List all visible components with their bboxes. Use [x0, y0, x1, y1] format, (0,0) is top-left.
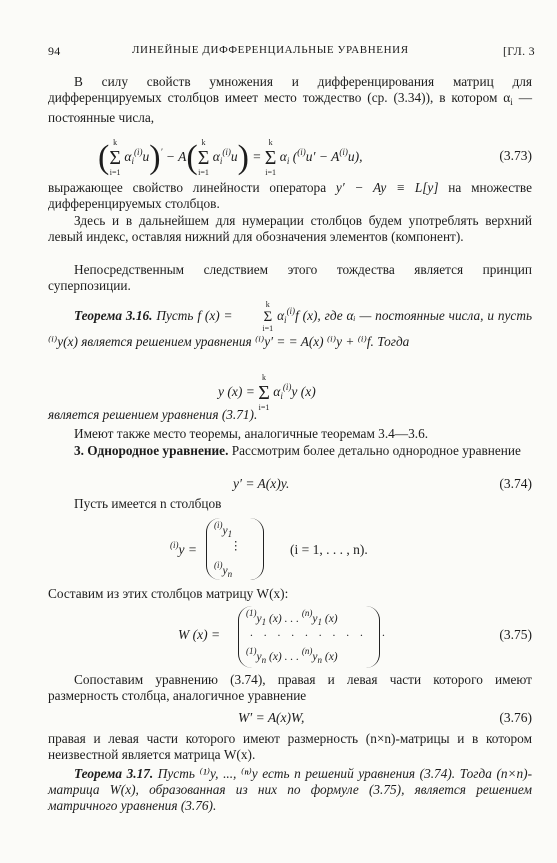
- paragraph-n-columns: Пусть имеется n столбцов: [74, 496, 222, 511]
- paragraph-index-convention: Здесь и в дальнейшем для нумерации столбцов будем употреблять верхний левый индекс, оставляя нижний для обозначения элементов (компонент).: [48, 213, 532, 244]
- equation-3-73: ( k Σ i=1 $\alpha_i^{(i)}u)' - A$( k Σ i=1 $\alpha_i^{(i)}u$) = k Σ i=1 $\alpha_i$ $(^{(i)}u' - A^{(i)}u)$, (3.73): [98, 138, 532, 177]
- equation-number: (3.74): [499, 476, 532, 491]
- column-vector-definition: $^{(i)}$y = $^{(i)}y_1$ ⋮ $^{(i)}y_n$ (i = 1, . . . , n).: [170, 520, 368, 579]
- paragraph-matrix-equation: Сопоставим уравнению (3.74), правая и левая части которого имеют размерность столбца, аналогичное уравнение: [48, 672, 532, 703]
- paragraph-linearity: выражающее свойство линейности оператора y′ − Ay ≡ L[y] на множестве дифференцируемых столбцов.: [48, 180, 533, 211]
- theorem-label: Теорема 3.17.: [74, 766, 154, 781]
- theorem-3-17: Теорема 3.17. Пусть ⁽¹⁾y, ..., ⁽ⁿ⁾y есть n решений уравнения (3.74). Тогда (n×n)-матрица W(x), образованная из них по формуле (3.75), является решением матричного уравнения (3.76).: [48, 766, 532, 813]
- equation-number: (3.76): [499, 710, 532, 725]
- section-heading: 3. Однородное уравнение.: [74, 443, 229, 458]
- equation-number: (3.75): [499, 627, 532, 642]
- theorem-label: Теорема 3.16.: [74, 308, 153, 324]
- paragraph-identity-intro: В силу свойств умножения и дифференцирования матриц для дифференцируемых столбцов имеет место тождество (ср. (3.34)), в котором $\alpha_i$ — постоянные числа,: [48, 74, 532, 125]
- running-title: ЛИНЕЙНЫЕ ДИФФЕРЕНЦИАЛЬНЫЕ УРАВНЕНИЯ: [132, 44, 409, 56]
- index-range: (i = 1, . . . , n).: [290, 542, 368, 557]
- paragraph-form-matrix: Составим из этих столбцов матрицу W(x):: [48, 586, 289, 601]
- paragraph-analogous-theorems: Имеют также место теоремы, аналогичные теоремам 3.4—3.6.: [74, 426, 429, 441]
- page-number: 94: [48, 44, 61, 58]
- chapter-label: [ГЛ. 3: [503, 44, 535, 58]
- running-header: [48, 44, 535, 62]
- equation-superposition-sum: y (x) = k Σ i=1 $\alpha_i^{(i)}y$ (x): [218, 373, 316, 412]
- section-3-homogeneous: 3. Однородное уравнение. Рассмотрим более детально однородное уравнение: [74, 443, 521, 458]
- theorem-3-16-conclusion: является решением уравнения (3.71).: [48, 407, 258, 422]
- theorem-3-16: Теорема 3.16. Пусть f (x) = k Σ i=1 $\alpha_i^{(i)}f$ (x), где αᵢ — постоянные числа, и пусть ⁽ⁱ⁾y(x) является решением уравнения ⁽ⁱ⁾y′ = = A(x) ⁽ⁱ⁾y + ⁽ⁱ⁾f. Тогда: [48, 300, 532, 349]
- equation-3-74: y′ = A(x)y. (3.74): [233, 476, 532, 491]
- paragraph-matrix-dimension: правая и левая части которого имеют размерность (n×n)-матрицы и в котором неизвестной является матрица W(x).: [48, 731, 532, 762]
- equation-3-76: W′ = A(x)W, (3.76): [238, 710, 532, 725]
- paragraph-superposition: Непосредственным следствием этого тождества является принцип суперпозиции.: [48, 262, 532, 293]
- equation-number: (3.73): [499, 148, 532, 163]
- equation-3-75: W (x) = $^{(1)}y_1$ (x) . . . $^{(n)}y_1$ (x) . . . . . . . . . $^{(1)}y_n$ (x) . . . $^{(n)}y_n$ (x) . (3.75): [48, 604, 532, 670]
